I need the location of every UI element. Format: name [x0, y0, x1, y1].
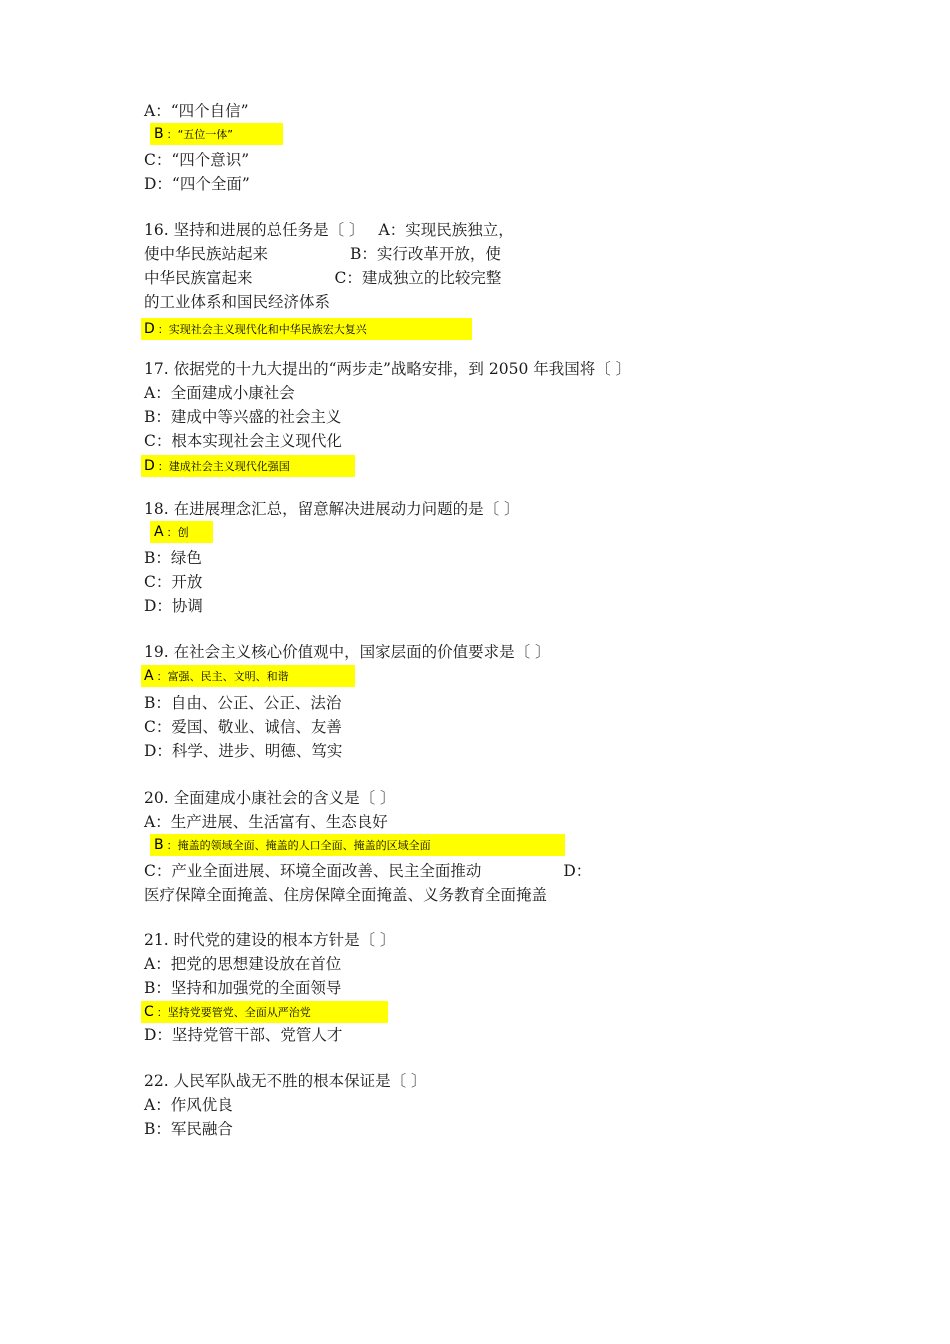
- q17-option-a: A：全面建成小康社会: [144, 384, 295, 402]
- q19-answer-highlight: [141, 665, 355, 687]
- q18-answer-text: ：创: [166, 526, 189, 539]
- q17-answer-text: ：建成社会主义现代化强国: [157, 460, 290, 473]
- q16-line-3: [144, 267, 501, 289]
- q15-answer-key: B: [154, 126, 164, 142]
- q20-option-c: C：产业全面进展、环境全面改善、民主全面推动: [144, 862, 482, 880]
- q16-option-a-cont: 使中华民族站起来: [144, 245, 269, 263]
- q16-option-b-cont: 中华民族富起来: [144, 269, 253, 287]
- q20-option-d-label: D：: [563, 862, 592, 880]
- q18-option-d: D：协调: [144, 597, 203, 615]
- q16-option-c-cont: 的工业体系和国民经济体系: [144, 293, 331, 311]
- q21-answer-text: ：坚持党要管党、全面从严治党: [156, 1006, 311, 1019]
- q17-answer-highlight: [141, 455, 355, 477]
- q18-answer-key: A: [154, 524, 164, 540]
- q15-option-a: A：“四个自信”: [144, 102, 249, 120]
- q20-line-c: [144, 860, 591, 882]
- q16-option-c: C：建成独立的比较完整: [334, 269, 502, 287]
- q16-question: 16. 坚持和进展的总任务是〔 〕: [144, 221, 365, 239]
- q16-line-2: [144, 243, 501, 265]
- q19-answer-text: ：富强、民主、文明、和谐: [156, 670, 289, 683]
- q18-option-b: B：绿色: [144, 549, 202, 567]
- q17-option-c: C：根本实现社会主义现代化: [144, 432, 342, 450]
- q18-option-c: C：开放: [144, 573, 203, 591]
- q22-option-a: A：作风优良: [144, 1096, 233, 1114]
- q17-question: 17. 依据党的十九大提出的“两步走”战略安排，到 2050 年我国将〔 〕: [144, 360, 632, 378]
- q15-option-d: D：“四个全面”: [144, 175, 250, 193]
- q19-option-c: C：爱国、敬业、诚信、友善: [144, 718, 342, 736]
- q16-answer-highlight: [141, 318, 472, 340]
- q21-answer-key: C: [144, 1004, 154, 1020]
- q21-option-b: B：坚持和加强党的全面领导: [144, 979, 342, 997]
- q16-answer-key: D: [144, 321, 155, 337]
- q17-answer-key: D: [144, 458, 155, 474]
- q16-option-b: B：实行改革开放，使: [350, 245, 501, 263]
- q20-answer-text: ：掩盖的领域全面、掩盖的人口全面、掩盖的区域全面: [166, 839, 431, 852]
- q19-question: 19. 在社会主义核心价值观中，国家层面的价值要求是〔 〕: [144, 643, 551, 661]
- q19-answer-key: A: [144, 668, 154, 684]
- q19-option-b: B：自由、公正、公正、法治: [144, 694, 342, 712]
- q20-question: 20. 全面建成小康社会的含义是〔 〕: [144, 789, 396, 807]
- q20-answer-highlight: [150, 834, 565, 856]
- q20-option-a: A：生产进展、生活富有、生态良好: [144, 813, 388, 831]
- q19-option-d: D：科学、进步、明德、笃实: [144, 742, 343, 760]
- q20-option-d-text: 医疗保障全面掩盖、住房保障全面掩盖、义务教育全面掩盖: [144, 886, 548, 904]
- q21-option-a: A：把党的思想建设放在首位: [144, 955, 342, 973]
- q21-option-d: D：坚持党管干部、党管人才: [144, 1026, 343, 1044]
- q21-answer-highlight: [141, 1001, 388, 1023]
- q16-answer-text: ：实现社会主义现代化和中华民族宏大复兴: [157, 323, 367, 336]
- q16-option-a: A：实现民族独立，: [378, 221, 514, 239]
- q18-answer-highlight: [150, 521, 213, 543]
- q20-answer-key: B: [154, 837, 164, 853]
- q18-question: 18. 在进展理念汇总，留意解决进展动力问题的是〔 〕: [144, 500, 520, 518]
- q15-answer-text: ：“五位一体”: [166, 128, 234, 141]
- q16-line-1: [144, 219, 514, 241]
- q22-option-b: B：军民融合: [144, 1120, 233, 1138]
- q21-question: 21. 时代党的建设的根本方针是〔 〕: [144, 931, 396, 949]
- q17-option-b: B：建成中等兴盛的社会主义: [144, 408, 342, 426]
- q15-option-c: C：“四个意识”: [144, 151, 250, 169]
- q22-question: 22. 人民军队战无不胜的根本保证是〔 〕: [144, 1072, 427, 1090]
- q15-answer-highlight: [150, 123, 283, 145]
